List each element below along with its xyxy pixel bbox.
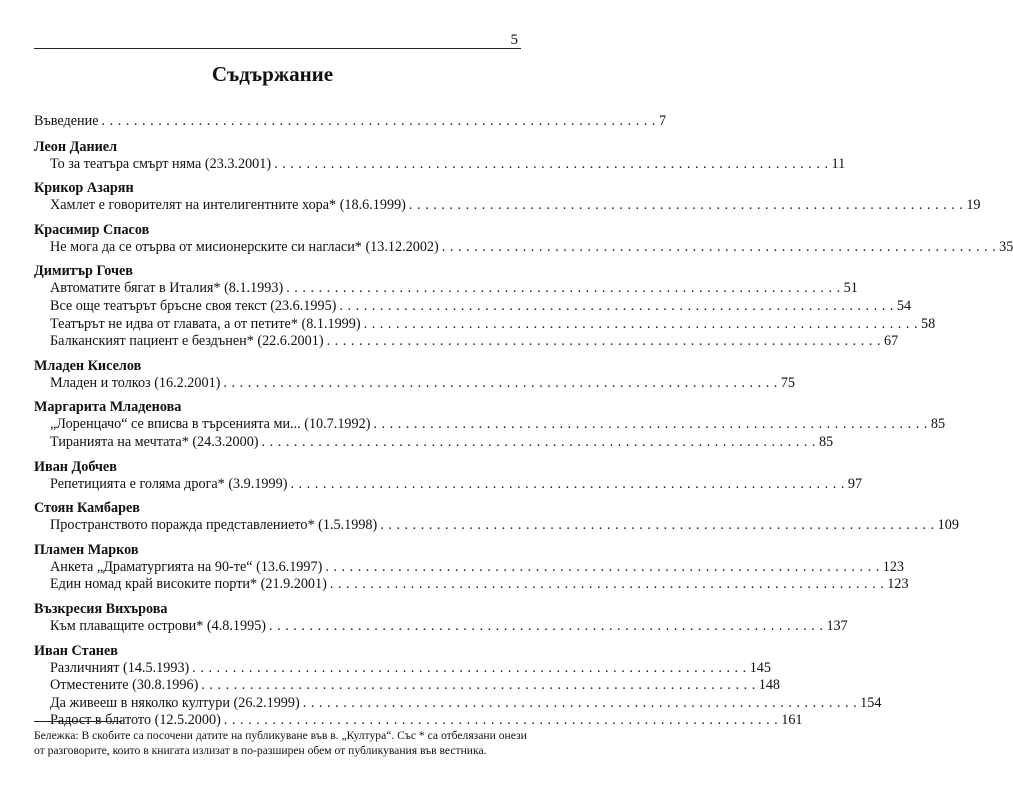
toc-entry-page: 148 [758,677,781,694]
toc-entry-title: „Лоренцачо“ се вписва в търсенията ми... (10.7.1992) [50,416,371,433]
toc-entry-page: 11 [831,155,846,172]
leader-dots: . . . . . . . . . . . . . . . . . . . . . . . . . . . . . . . . . . . . . . . . . . . . . . . . . . . . . . . . . . . . . . . . . . . . . [380,517,935,534]
toc-entry-title: Отместените (30.8.1996) [50,677,199,694]
leader-dots: . . . . . . . . . . . . . . . . . . . . . . . . . . . . . . . . . . . . . . . . . . . . . . . . . . . . . . . . . . . . . . . . . . . . . [373,416,928,433]
toc-author: Димитър Гочев [34,263,133,280]
toc-section [34,600,848,636]
toc-entry[interactable] [34,155,846,174]
toc-entry-page: 58 [921,315,936,332]
toc-entry-title: Не мога да се отърва от мисионерските си нагласи* (13.12.2002) [50,238,439,255]
leader-dots: . . . . . . . . . . . . . . . . . . . . . . . . . . . . . . . . . . . . . . . . . . . . . . . . . . . . . . . . . . . . . . . . . . . . . [441,238,997,255]
footnote: Бележка: В скобите са посочени датите на публикуване във в. „Култура“. Със * са отбелязани онези от разговорите, които в книгата излизат в по-разширен обем от публикувания във вестника. [34,729,527,757]
toc-entry[interactable] [34,433,834,452]
toc-sections [34,138,1013,730]
toc-entry[interactable] [34,238,1013,257]
toc-section [34,398,946,451]
leader-dots: . . . . . . . . . . . . . . . . . . . . . . . . . . . . . . . . . . . . . . . . . . . . . . . . . . . . . . . . . . . . . . . . . . . . . [201,677,756,694]
toc-section [34,357,796,393]
toc-entry-title: Различният (14.5.1993) [50,659,190,676]
toc-entry[interactable] [34,576,909,594]
toc-entry[interactable] [34,677,781,695]
toc-entry-title: Автоматите бягат в Италия* (8.1.1993) [50,280,284,297]
toc-entry-page: 145 [749,659,771,676]
toc-section [34,179,981,215]
toc-entry-page: 154 [860,694,882,711]
page-title: Съдържание [211,62,334,86]
toc-author: Крикор Азарян [34,180,134,197]
toc-entry-title: Да живееш в няколко култури (26.2.1999) [50,694,300,711]
toc-entry-page: 97 [847,475,863,492]
toc-entry-title: Балканският пациент е бездънен* (22.6.2001) [50,333,324,350]
toc-author: Маргарита Младенова [34,399,182,416]
toc-section [34,642,882,730]
toc-entry-page: 67 [883,333,899,350]
leader-dots: . . . . . . . . . . . . . . . . . . . . . . . . . . . . . . . . . . . . . . . . . . . . . . . . . . . . . . . . . . . . . . . . . . . . . [261,433,816,450]
toc-entry[interactable] [34,333,899,351]
leader-dots: . . . . . . . . . . . . . . . . . . . . . . . . . . . . . . . . . . . . . . . . . . . . . . . . . . . . . . . . . . . . . . . . . . . . . [329,576,885,593]
toc-entry-page: 51 [843,280,858,297]
toc-entry[interactable] [34,416,946,434]
toc-section [34,541,909,594]
toc-entry[interactable] [34,558,905,577]
leader-dots: . . . . . . . . . . . . . . . . . . . . . . . . . . . . . . . . . . . . . . . . . . . . . . . . . . . . . . . . . . . . . . . . . . . . . [290,475,845,492]
toc-author: Младен Киселов [34,357,142,374]
toc-entry[interactable] [34,517,959,535]
toc-intro-entry[interactable] [34,113,667,131]
toc-entry-page: 123 [882,558,905,575]
leader-dots: . . . . . . . . . . . . . . . . . . . . . . . . . . . . . . . . . . . . . . . . . . . . . . . . . . . . . . . . . . . . . . . . . . . . . [274,155,829,172]
toc-section [34,499,959,535]
toc-section [34,458,863,494]
toc-entry-title: Тиранията на мечтата* (24.3.2000) [50,433,259,450]
toc-entry-title: Репетицията е голяма дрога* (3.9.1999) [50,475,288,492]
leader-dots: . . . . . . . . . . . . . . . . . . . . . . . . . . . . . . . . . . . . . . . . . . . . . . . . . . . . . . . . . . . . . . . . . . . . . [302,694,858,711]
toc-author: Красимир Спасов [34,221,150,238]
toc-entry[interactable] [34,617,848,636]
toc-entry-page: 161 [781,712,803,729]
toc-entry-title: Въведение [34,113,99,129]
toc-author: Леон Даниел [34,138,118,155]
leader-dots: . . . . . . . . . . . . . . . . . . . . . . . . . . . . . . . . . . . . . . . . . . . . . . . . . . . . . . . . . . . . . . . . . . . . . [223,712,779,729]
toc-entry-page: 109 [937,517,959,534]
toc-section [34,262,936,350]
toc-entry-page: 85 [818,433,834,450]
header-rule [34,48,521,49]
leader-dots: . . . . . . . . . . . . . . . . . . . . . . . . . . . . . . . . . . . . . . . . . . . . . . . . . . . . . . . . . . . . . . . . . . . . . [339,297,894,314]
toc-author: Иван Добчев [34,458,117,475]
toc-author: Иван Станев [34,642,118,659]
toc-author: Стоян Камбарев [34,500,140,517]
toc-entry-title: Театърът не идва от главата, а от петите* (8.1.1999) [50,315,361,332]
leader-dots: . . . . . . . . . . . . . . . . . . . . . . . . . . . . . . . . . . . . . . . . . . . . . . . . . . . . . . . . . . . . . . . . . . . . . [408,197,964,214]
toc-entry[interactable] [34,280,858,298]
toc-entry-page: 85 [930,416,946,433]
toc-entry[interactable] [34,659,771,678]
toc-entry[interactable] [34,315,936,334]
toc-entry-title: Пространството поражда представлението* (1.5.1998) [50,517,378,534]
toc-entry-title: Към плаващите острови* (4.8.1995) [50,617,267,634]
toc-entry-title: Един номад край високите порти* (21.9.2001) [50,576,327,593]
toc-entry-title: Радост в блатото (12.5.2000) [50,712,221,729]
leader-dots: . . . . . . . . . . . . . . . . . . . . . . . . . . . . . . . . . . . . . . . . . . . . . . . . . . . . . . . . . . . . . . . . . . . . . [192,659,747,676]
table-of-contents [34,113,1013,730]
toc-entry-page: 75 [780,374,796,391]
toc-entry[interactable] [34,197,981,215]
toc-entry-title: То за театъра смърт няма (23.3.2001) [50,155,272,172]
toc-entry-page: 137 [826,617,848,634]
toc-entry-page: 7 [658,113,667,129]
toc-entry[interactable] [34,297,912,316]
toc-entry-page: 35 [999,238,1013,255]
toc-entry-title: Младен и толкоз (16.2.2001) [50,374,221,391]
toc-section [34,138,846,174]
toc-entry-page: 123 [887,576,909,593]
toc-entry-title: Анкета „Драматургията на 90-те“ (13.6.1997) [50,558,323,575]
leader-dots: . . . . . . . . . . . . . . . . . . . . . . . . . . . . . . . . . . . . . . . . . . . . . . . . . . . . . . . . . . . . . . . . . . . . . [326,333,881,350]
page-number: 5 [510,32,518,48]
toc-entry[interactable] [34,475,863,494]
toc-author: Пламен Марков [34,541,139,558]
toc-entry[interactable] [34,694,882,713]
footnote-rule [34,721,122,722]
toc-entry-title: Хамлет е говорителят на интелигентните хора* (18.6.1999) [50,197,406,214]
toc-entry-title: Все още театърът бръсне своя текст (23.6.1995) [50,297,337,314]
leader-dots: . . . . . . . . . . . . . . . . . . . . . . . . . . . . . . . . . . . . . . . . . . . . . . . . . . . . . . . . . . . . . . . . . . . . . [325,558,880,575]
leader-dots: . . . . . . . . . . . . . . . . . . . . . . . . . . . . . . . . . . . . . . . . . . . . . . . . . . . . . . . . . . . . . . . . . . . . . [363,315,919,332]
leader-dots: . . . . . . . . . . . . . . . . . . . . . . . . . . . . . . . . . . . . . . . . . . . . . . . . . . . . . . . . . . . . . . . . . . . . . [101,113,656,129]
leader-dots: . . . . . . . . . . . . . . . . . . . . . . . . . . . . . . . . . . . . . . . . . . . . . . . . . . . . . . . . . . . . . . . . . . . . . [223,374,778,391]
toc-author: Възкресия Вихърова [34,600,168,617]
toc-entry-page: 54 [896,297,912,314]
toc-entry-page: 19 [966,197,981,214]
toc-entry[interactable] [34,374,796,393]
leader-dots: . . . . . . . . . . . . . . . . . . . . . . . . . . . . . . . . . . . . . . . . . . . . . . . . . . . . . . . . . . . . . . . . . . . . . [269,617,824,634]
leader-dots: . . . . . . . . . . . . . . . . . . . . . . . . . . . . . . . . . . . . . . . . . . . . . . . . . . . . . . . . . . . . . . . . . . . . . [286,280,841,297]
toc-section [34,221,1013,257]
